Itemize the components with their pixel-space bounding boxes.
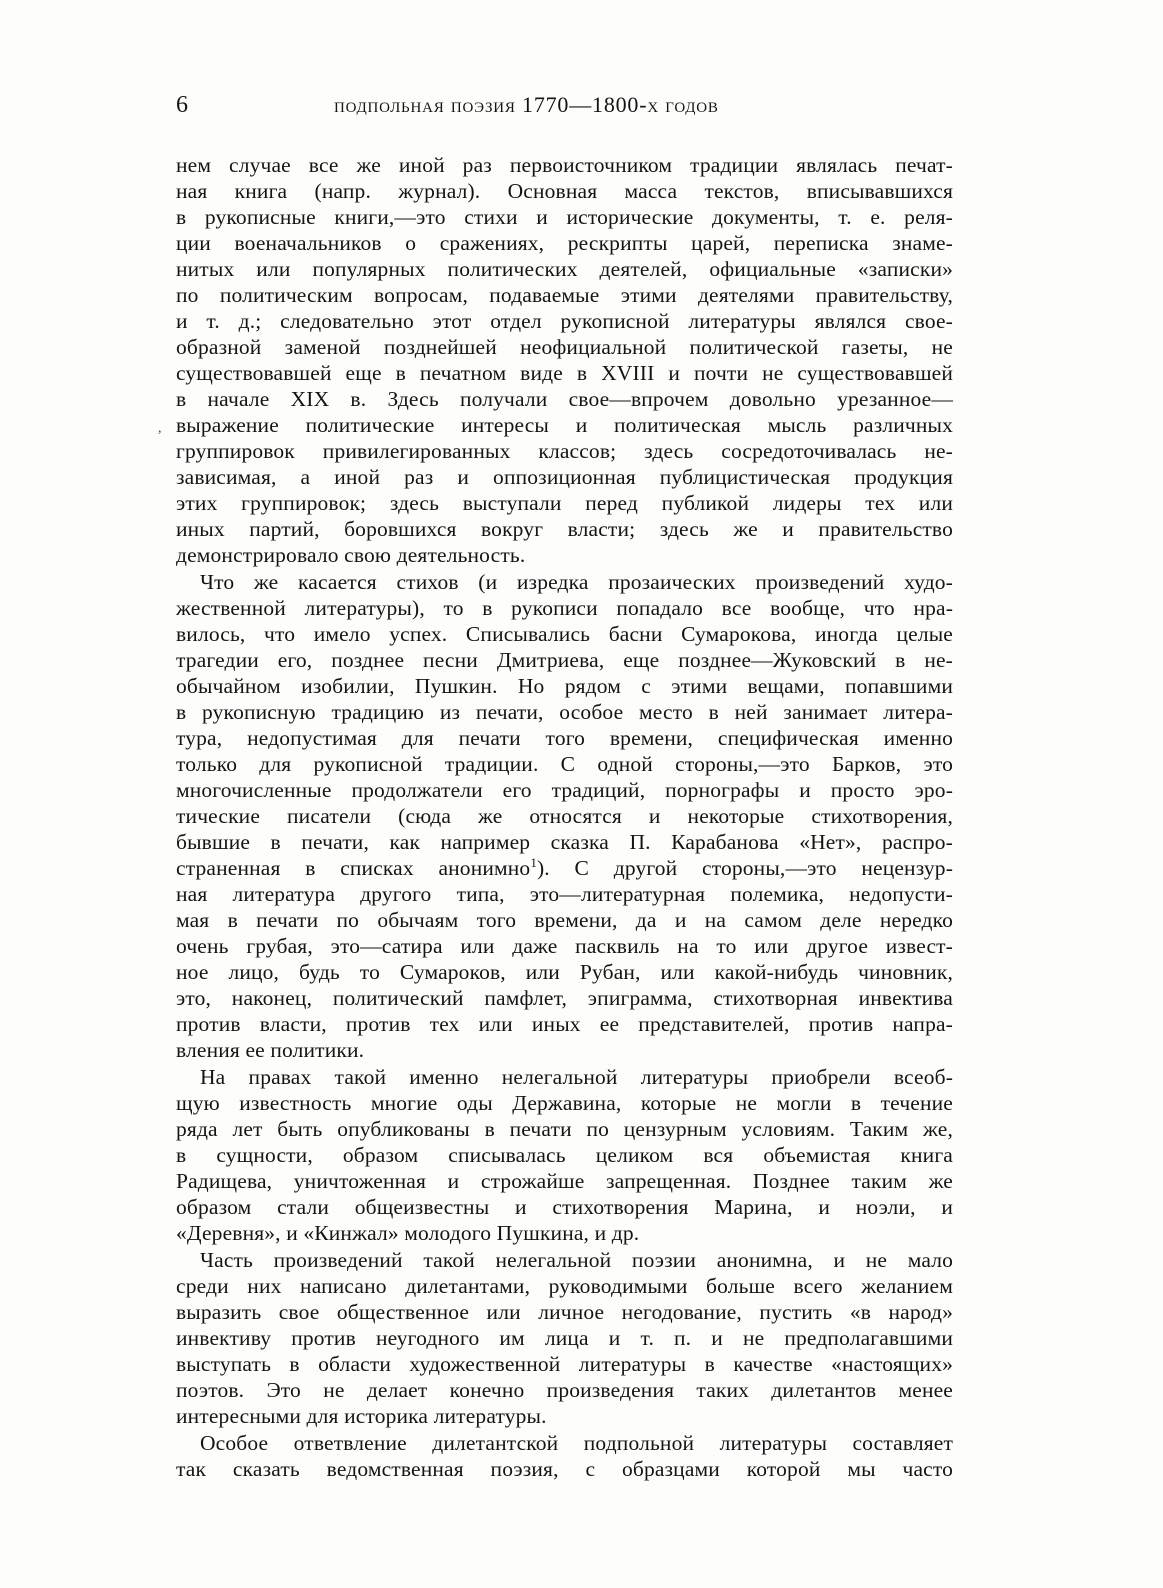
- running-head: [176, 92, 976, 126]
- text-line: очень грубая, это—сатира или даже пасквиль на то или другое извест-: [176, 934, 953, 958]
- text-line: Часть произведений такой нелегальной поэзии анонимна, и не мало: [200, 1248, 953, 1272]
- text-line: образной заменой позднейшей неофициальной политической газеты, не: [176, 335, 953, 359]
- text-line: демонстрировало свою деятельность.: [176, 543, 526, 567]
- text-line: зависимая, а иной раз и оппозиционная публицистическая продукция: [176, 465, 953, 489]
- text-line: Что же касается стихов (и изредка прозаических произведений худо-: [200, 570, 953, 594]
- text-line-with-footnote: [176, 855, 953, 881]
- text-line: тические писатели (сюда же относятся и некоторые стихотворения,: [176, 804, 953, 828]
- margin-mark: ,: [158, 421, 162, 436]
- text-line: иных партий, боровшихся вокруг власти; здесь же и правительство: [176, 517, 953, 541]
- text-line: поэтов. Это не делает конечно произведения таких дилетантов менее: [176, 1378, 953, 1402]
- text-line: трагедии его, позднее песни Дмитриева, еще позднее—Жуковский в не-: [176, 648, 953, 672]
- text-line: многочисленные продолжатели его традиций, порнографы и просто эро-: [176, 778, 953, 802]
- text-line: и т. д.; следовательно этот отдел рукописной литературы являлся свое-: [176, 309, 953, 333]
- text-line: нем случае все же иной раз первоисточником традиции являлась печат-: [176, 153, 953, 177]
- text-line: группировок привилегированных классов; здесь сосредоточивалась не-: [176, 439, 953, 463]
- paragraph-1: [176, 152, 953, 568]
- text-line: образом стали общеизвестны и стихотворения Марина, и ноэли, и: [176, 1195, 953, 1219]
- text-line: вилось, что имело успех. Списывались басни Сумарокова, иногда целые: [176, 622, 953, 646]
- footnote-marker[interactable]: 1: [530, 854, 537, 870]
- text-line: в сущности, образом списывалась целиком вся объемистая книга: [176, 1143, 953, 1167]
- text-line: ная книга (напр. журнал). Основная масса текстов, вписывавшихся: [176, 179, 953, 203]
- paragraph-5: [176, 1430, 953, 1482]
- text-line: ряда лет быть опубликованы в печати по цензурным условиям. Таким же,: [176, 1117, 953, 1141]
- text-line: в начале XIX в. Здесь получали свое—впрочем довольно урезанное—: [176, 387, 953, 411]
- text-line: вления ее политики.: [176, 1038, 365, 1062]
- text-line: против власти, против тех или иных ее представителей, против напра-: [176, 1012, 953, 1036]
- text-line: выражение политические интересы и политическая мысль различных: [176, 413, 953, 437]
- text-line: инвективу против неугодного им лица и т. п. и не предполагавшими: [176, 1326, 953, 1350]
- text-line: в рукописную традицию из печати, особое место в ней занимает литера-: [176, 700, 953, 724]
- text-line: в рукописные книги,—это стихи и исторические документы, т. е. реля-: [176, 205, 953, 229]
- text-line: существовавшей еще в печатном виде в XVIII и почти не существовавшей: [176, 361, 953, 385]
- text-line: мая в печати по обычаям того времени, да и на самом деле нередко: [176, 908, 953, 932]
- text-line: выразить свое общественное или личное негодование, пустить «в народ»: [176, 1300, 953, 1324]
- text-line: На правах такой именно нелегальной литературы приобрели всеоб-: [200, 1065, 953, 1089]
- line-head: страненная в списках анонимно: [176, 856, 531, 880]
- text-line: щую известность многие оды Державина, которые не могли в течение: [176, 1091, 953, 1115]
- paragraph-3: [176, 1064, 953, 1246]
- text-line: тура, недопустимая для печати того времени, специфическая именно: [176, 726, 953, 750]
- text-line: «Деревня», и «Кинжал» молодого Пушкина, и др.: [176, 1221, 640, 1245]
- text-line: ное лицо, будь то Сумароков, или Рубан, или какой-нибудь чиновник,: [176, 960, 953, 984]
- text-line: нитых или популярных политических деятелей, официальные «записки»: [176, 257, 953, 281]
- text-line: интересными для историка литературы.: [176, 1404, 547, 1428]
- text-line: только для рукописной традиции. С одной стороны,—это Барков, это: [176, 752, 953, 776]
- text-line: ная литература другого типа, это—литературная полемика, недопусти-: [176, 882, 953, 906]
- text-line: этих группировок; здесь выступали перед публикой лидеры тех или: [176, 491, 953, 515]
- text-line: Особое ответвление дилетантской подпольной литературы составляет: [200, 1431, 953, 1455]
- body-text: [176, 152, 953, 1483]
- text-line: жественной литературы), то в рукописи попадало все вообще, что нра-: [176, 596, 953, 620]
- paragraph-4: [176, 1247, 953, 1429]
- text-line: по политическим вопросам, подаваемые этими деятелями правительству,: [176, 283, 953, 307]
- text-line: Радищева, уничтоженная и строжайше запрещенная. Позднее таким же: [176, 1169, 953, 1193]
- line-tail: ). С другой стороны,—это нецензур-: [537, 856, 954, 880]
- paragraph-2: [176, 569, 953, 1063]
- text-line: так сказать ведомственная поэзия, с образцами которой мы часто: [176, 1457, 953, 1481]
- text-line: ции военачальников о сражениях, рескрипты царей, переписка знаме-: [176, 231, 953, 255]
- text-line: выступать в области художественной литературы в качестве «настоящих»: [176, 1352, 953, 1376]
- text-line: обычайном изобилии, Пушкин. Но рядом с этими вещами, попавшими: [176, 674, 953, 698]
- text-line: бывшие в печати, как например сказка П. Карабанова «Нет», распро-: [176, 830, 953, 854]
- page-number: 6: [176, 92, 189, 118]
- text-line: это, наконец, политический памфлет, эпиграмма, стихотворная инвектива: [176, 986, 953, 1010]
- running-title: подпольная поэзия 1770—1800-х годов: [334, 92, 719, 117]
- text-line: среди них написано дилетантами, руководимыми больше всего желанием: [176, 1274, 953, 1298]
